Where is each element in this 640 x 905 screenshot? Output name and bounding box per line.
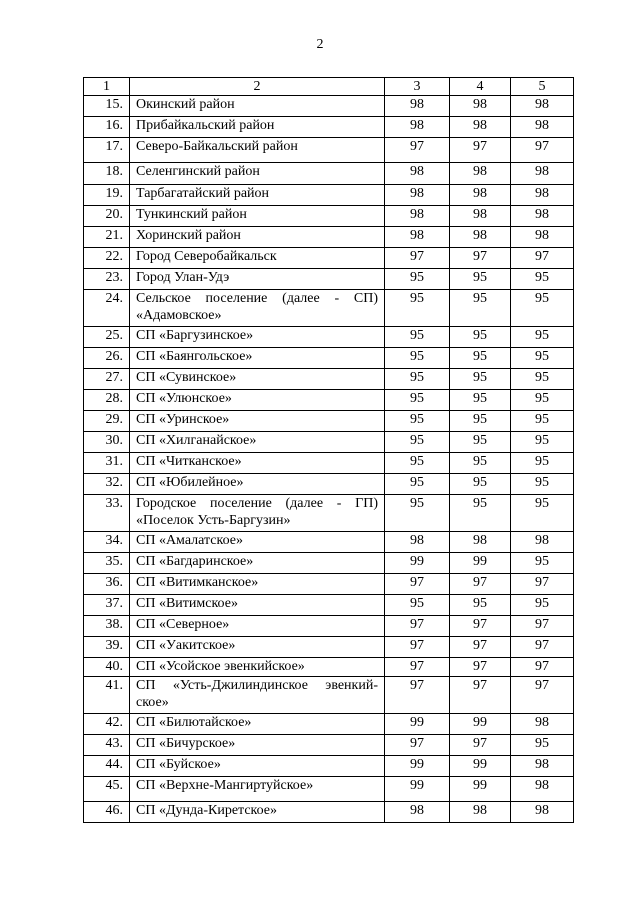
value-col-5: 98 <box>511 163 574 185</box>
value-col-4: 98 <box>450 163 511 185</box>
header-cell: 3 <box>385 78 450 96</box>
table-row <box>84 411 574 432</box>
row-number: 26. <box>84 348 130 369</box>
row-number: 42. <box>84 714 130 735</box>
row-number: 19. <box>84 185 130 206</box>
value-col-3: 98 <box>385 206 450 227</box>
header-cell: 1 <box>84 78 130 96</box>
value-col-5: 97 <box>511 677 574 714</box>
row-number: 41. <box>84 677 130 714</box>
value-col-4: 97 <box>450 248 511 269</box>
row-name: Город Северобайкальск <box>130 248 385 269</box>
value-col-4: 95 <box>450 327 511 348</box>
value-col-4: 98 <box>450 227 511 248</box>
value-col-5: 97 <box>511 616 574 637</box>
value-col-3: 98 <box>385 96 450 117</box>
row-number: 43. <box>84 735 130 756</box>
table-row <box>84 348 574 369</box>
row-name: СП «Багдаринское» <box>130 553 385 574</box>
row-number: 27. <box>84 369 130 390</box>
value-col-5: 98 <box>511 802 574 823</box>
row-number: 44. <box>84 756 130 777</box>
table-row <box>84 185 574 206</box>
value-col-4: 95 <box>450 432 511 453</box>
value-col-5: 95 <box>511 595 574 616</box>
value-col-3: 95 <box>385 327 450 348</box>
row-number: 18. <box>84 163 130 185</box>
row-number: 45. <box>84 777 130 802</box>
table-row <box>84 117 574 138</box>
row-number: 16. <box>84 117 130 138</box>
row-name: СП «Уакитское» <box>130 637 385 658</box>
value-col-5: 95 <box>511 327 574 348</box>
value-col-3: 98 <box>385 163 450 185</box>
value-col-3: 97 <box>385 677 450 714</box>
value-col-5: 98 <box>511 117 574 138</box>
value-col-5: 98 <box>511 185 574 206</box>
value-col-4: 97 <box>450 637 511 658</box>
row-name: СП «Сувинское» <box>130 369 385 390</box>
value-col-5: 95 <box>511 432 574 453</box>
table-row <box>84 495 574 532</box>
table-row <box>84 206 574 227</box>
table-row <box>84 269 574 290</box>
row-number: 35. <box>84 553 130 574</box>
row-name: СП «Баянгольское» <box>130 348 385 369</box>
table-row <box>84 248 574 269</box>
value-col-3: 95 <box>385 348 450 369</box>
value-col-5: 98 <box>511 227 574 248</box>
row-name: СП «Баргузинское» <box>130 327 385 348</box>
row-name: СП «Бичурское» <box>130 735 385 756</box>
value-col-3: 99 <box>385 714 450 735</box>
value-col-3: 97 <box>385 658 450 677</box>
value-col-3: 98 <box>385 117 450 138</box>
value-col-4: 99 <box>450 553 511 574</box>
value-col-4: 99 <box>450 777 511 802</box>
row-name: Прибайкальский район <box>130 117 385 138</box>
value-col-3: 95 <box>385 290 450 327</box>
table-row <box>84 616 574 637</box>
value-col-4: 98 <box>450 206 511 227</box>
row-number: 21. <box>84 227 130 248</box>
row-number: 32. <box>84 474 130 495</box>
value-col-5: 95 <box>511 495 574 532</box>
row-name: СП «Усть-Джилиндинское эвенкий-ское» <box>130 677 385 714</box>
value-col-4: 97 <box>450 574 511 595</box>
value-col-4: 98 <box>450 802 511 823</box>
value-col-3: 95 <box>385 269 450 290</box>
value-col-5: 95 <box>511 411 574 432</box>
row-number: 25. <box>84 327 130 348</box>
table-row <box>84 532 574 553</box>
data-table <box>83 77 574 823</box>
row-name: СП «Читканское» <box>130 453 385 474</box>
value-col-4: 98 <box>450 185 511 206</box>
row-name: Северо-Байкальский район <box>130 138 385 163</box>
row-number: 20. <box>84 206 130 227</box>
row-number: 34. <box>84 532 130 553</box>
table-row <box>84 453 574 474</box>
row-name: СП «Дунда-Киретское» <box>130 802 385 823</box>
value-col-3: 97 <box>385 637 450 658</box>
value-col-5: 95 <box>511 474 574 495</box>
row-number: 15. <box>84 96 130 117</box>
page-number: 2 <box>316 37 324 52</box>
row-number: 36. <box>84 574 130 595</box>
table-row <box>84 595 574 616</box>
value-col-4: 99 <box>450 756 511 777</box>
row-number: 31. <box>84 453 130 474</box>
value-col-4: 95 <box>450 269 511 290</box>
table-row <box>84 658 574 677</box>
table-row <box>84 677 574 714</box>
value-col-5: 98 <box>511 714 574 735</box>
value-col-4: 97 <box>450 735 511 756</box>
value-col-4: 97 <box>450 616 511 637</box>
row-number: 28. <box>84 390 130 411</box>
table-row <box>84 553 574 574</box>
row-name: СП «Хилганайское» <box>130 432 385 453</box>
row-number: 33. <box>84 495 130 532</box>
value-col-4: 95 <box>450 595 511 616</box>
row-name: СП «Буйское» <box>130 756 385 777</box>
table-row <box>84 777 574 802</box>
header-cell: 4 <box>450 78 511 96</box>
value-col-4: 98 <box>450 96 511 117</box>
table-header-row <box>84 78 574 96</box>
value-col-3: 95 <box>385 369 450 390</box>
value-col-5: 97 <box>511 248 574 269</box>
row-number: 46. <box>84 802 130 823</box>
value-col-5: 97 <box>511 637 574 658</box>
value-col-3: 98 <box>385 185 450 206</box>
table-row <box>84 802 574 823</box>
value-col-3: 95 <box>385 432 450 453</box>
value-col-5: 98 <box>511 96 574 117</box>
row-number: 30. <box>84 432 130 453</box>
value-col-3: 98 <box>385 532 450 553</box>
value-col-5: 95 <box>511 390 574 411</box>
value-col-4: 95 <box>450 369 511 390</box>
value-col-4: 95 <box>450 453 511 474</box>
value-col-4: 95 <box>450 390 511 411</box>
table-row <box>84 227 574 248</box>
value-col-4: 95 <box>450 411 511 432</box>
value-col-4: 98 <box>450 117 511 138</box>
value-col-3: 95 <box>385 453 450 474</box>
header-cell: 2 <box>130 78 385 96</box>
value-col-5: 97 <box>511 574 574 595</box>
row-name: СП «Билютайское» <box>130 714 385 735</box>
value-col-3: 97 <box>385 248 450 269</box>
row-name: Тарбагатайский район <box>130 185 385 206</box>
row-number: 40. <box>84 658 130 677</box>
table-row <box>84 290 574 327</box>
value-col-3: 95 <box>385 411 450 432</box>
value-col-5: 98 <box>511 532 574 553</box>
value-col-3: 97 <box>385 616 450 637</box>
value-col-3: 95 <box>385 474 450 495</box>
row-name: СП «Юбилейное» <box>130 474 385 495</box>
value-col-4: 95 <box>450 348 511 369</box>
row-name: СП «Усойское эвенкийское» <box>130 658 385 677</box>
value-col-4: 97 <box>450 677 511 714</box>
value-col-5: 98 <box>511 777 574 802</box>
table-row <box>84 637 574 658</box>
value-col-5: 97 <box>511 138 574 163</box>
row-name: СП «Витимканское» <box>130 574 385 595</box>
row-number: 29. <box>84 411 130 432</box>
value-col-3: 99 <box>385 553 450 574</box>
row-name: Окинский район <box>130 96 385 117</box>
value-col-3: 95 <box>385 595 450 616</box>
value-col-3: 97 <box>385 735 450 756</box>
row-number: 39. <box>84 637 130 658</box>
value-col-4: 99 <box>450 714 511 735</box>
value-col-4: 95 <box>450 290 511 327</box>
row-name: Хоринский район <box>130 227 385 248</box>
row-name: СП «Северное» <box>130 616 385 637</box>
value-col-4: 95 <box>450 495 511 532</box>
row-name: Тункинский район <box>130 206 385 227</box>
value-col-5: 98 <box>511 756 574 777</box>
value-col-5: 95 <box>511 553 574 574</box>
row-name: СП «Витимское» <box>130 595 385 616</box>
row-number: 17. <box>84 138 130 163</box>
value-col-4: 98 <box>450 532 511 553</box>
row-name: СП «Амалатское» <box>130 532 385 553</box>
table-row <box>84 327 574 348</box>
table-row <box>84 432 574 453</box>
row-name: СП «Улюнское» <box>130 390 385 411</box>
row-number: 23. <box>84 269 130 290</box>
value-col-5: 95 <box>511 735 574 756</box>
table-row <box>84 138 574 163</box>
value-col-5: 95 <box>511 453 574 474</box>
value-col-3: 99 <box>385 756 450 777</box>
row-name: СП «Уринское» <box>130 411 385 432</box>
value-col-5: 95 <box>511 348 574 369</box>
value-col-5: 98 <box>511 206 574 227</box>
table-row <box>84 714 574 735</box>
row-name: Сельское поселение (далее - СП) «Адамовское» <box>130 290 385 327</box>
row-name: Городское поселение (далее - ГП) «Поселок Усть-Баргузин» <box>130 495 385 532</box>
table-row <box>84 369 574 390</box>
row-number: 38. <box>84 616 130 637</box>
value-col-5: 95 <box>511 269 574 290</box>
table-row <box>84 96 574 117</box>
header-cell: 5 <box>511 78 574 96</box>
table-row <box>84 756 574 777</box>
row-name: Селенгинский район <box>130 163 385 185</box>
value-col-3: 98 <box>385 802 450 823</box>
value-col-3: 97 <box>385 574 450 595</box>
value-col-4: 97 <box>450 658 511 677</box>
value-col-5: 95 <box>511 290 574 327</box>
table-row <box>84 474 574 495</box>
row-name: Город Улан-Удэ <box>130 269 385 290</box>
value-col-3: 95 <box>385 390 450 411</box>
table-row <box>84 574 574 595</box>
table-row <box>84 735 574 756</box>
row-number: 37. <box>84 595 130 616</box>
row-number: 24. <box>84 290 130 327</box>
value-col-4: 95 <box>450 474 511 495</box>
value-col-3: 98 <box>385 227 450 248</box>
value-col-3: 95 <box>385 495 450 532</box>
value-col-3: 99 <box>385 777 450 802</box>
table-row <box>84 163 574 185</box>
row-name: СП «Верхне-Мангиртуйское» <box>130 777 385 802</box>
row-number: 22. <box>84 248 130 269</box>
table-row <box>84 390 574 411</box>
value-col-3: 97 <box>385 138 450 163</box>
value-col-4: 97 <box>450 138 511 163</box>
value-col-5: 95 <box>511 369 574 390</box>
value-col-5: 97 <box>511 658 574 677</box>
